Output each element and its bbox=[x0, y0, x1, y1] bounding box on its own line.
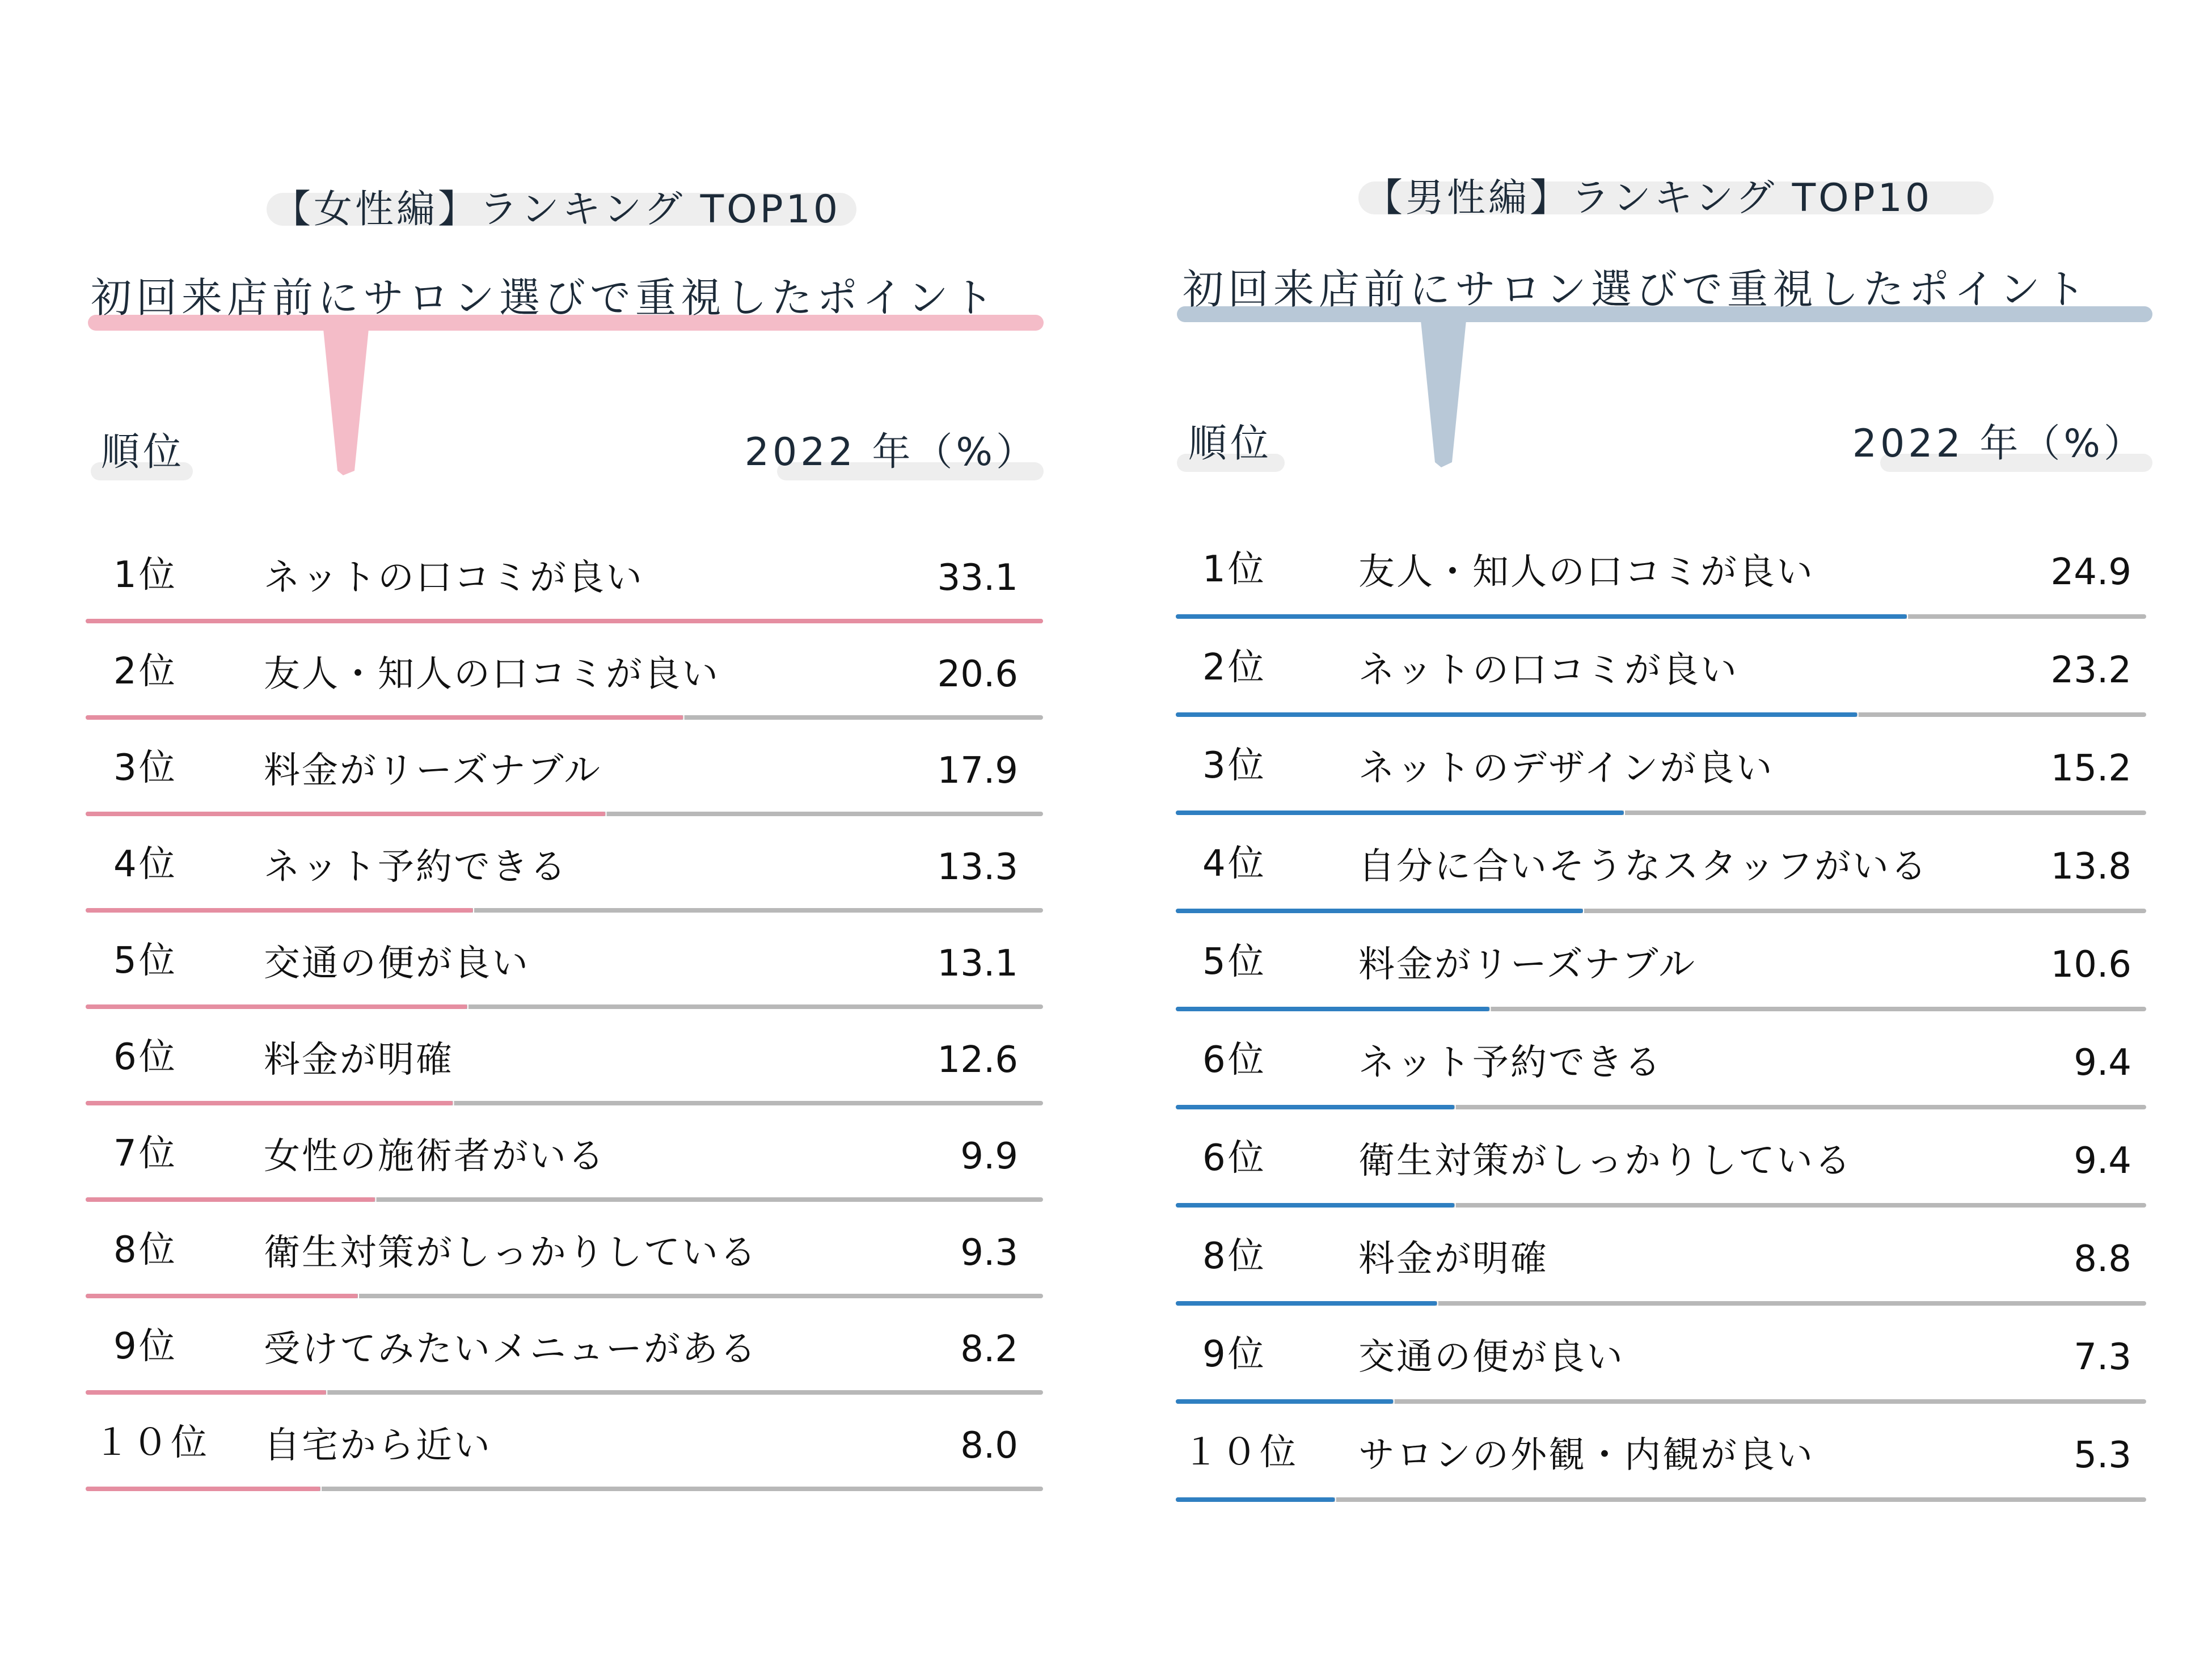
male-rank-9: 9位 bbox=[1202, 1333, 1267, 1375]
male-value-10: 5.3 bbox=[2074, 1434, 2131, 1476]
male-value-1: 24.9 bbox=[2050, 551, 2131, 593]
female-label-5: 交通の便が良い bbox=[264, 943, 530, 985]
female-label-6: 料金が明確 bbox=[264, 1039, 454, 1081]
female-rank-4: 4位 bbox=[113, 843, 178, 885]
female-rank-2: 2位 bbox=[113, 651, 178, 693]
male-label-2: ネットの口コミが良い bbox=[1358, 649, 1738, 691]
male-value-3: 15.2 bbox=[2050, 748, 2131, 790]
male-value-2: 23.2 bbox=[2050, 649, 2131, 691]
male-value-7: 9.4 bbox=[2074, 1140, 2131, 1182]
female-value-9: 8.2 bbox=[960, 1328, 1018, 1370]
male-rank-7: 6位 bbox=[1202, 1137, 1267, 1179]
female-ranking-chart bbox=[85, 0, 1049, 1659]
male-label-7: 衛生対策がしっかりしている bbox=[1358, 1140, 1852, 1182]
female-value-7: 9.9 bbox=[960, 1135, 1018, 1177]
female-value-3: 17.9 bbox=[937, 750, 1018, 792]
female-value-5: 13.1 bbox=[937, 943, 1018, 985]
male-rank-4: 4位 bbox=[1202, 843, 1267, 885]
female-rank-9: 9位 bbox=[113, 1325, 178, 1367]
male-label-4: 自分に合いそうなスタッフがいる bbox=[1358, 846, 1928, 888]
female-rank-header: 順位 bbox=[101, 430, 185, 475]
female-ranking-panel bbox=[85, 0, 1049, 1659]
female-label-4: ネット予約できる bbox=[264, 846, 568, 888]
male-label-3: ネットのデザインが良い bbox=[1358, 748, 1774, 790]
male-rank-1: 1位 bbox=[1202, 548, 1267, 590]
male-label-5: 料金がリーズナブル bbox=[1358, 944, 1696, 986]
male-subtitle: 初回来店前にサロン選びで重視したポイント bbox=[1183, 265, 2091, 313]
female-value-4: 13.3 bbox=[937, 846, 1018, 888]
male-rank-header: 順位 bbox=[1188, 421, 1273, 466]
male-label-10: サロンの外観・内観が良い bbox=[1358, 1434, 1814, 1476]
male-value-8: 8.8 bbox=[2074, 1238, 2131, 1280]
male-value-9: 7.3 bbox=[2074, 1336, 2131, 1378]
male-rank-3: 3位 bbox=[1202, 745, 1267, 787]
male-label-1: 友人・知人の口コミが良い bbox=[1358, 551, 1814, 593]
female-label-3: 料金がリーズナブル bbox=[264, 750, 602, 792]
male-rank-6: 6位 bbox=[1202, 1039, 1267, 1081]
male-value-5: 10.6 bbox=[2050, 944, 2131, 986]
male-value-header: 2022 年（%） bbox=[1852, 421, 2146, 466]
male-ranking-chart bbox=[1177, 0, 2146, 1659]
female-value-8: 9.3 bbox=[960, 1232, 1018, 1274]
female-label-10: 自宅から近い bbox=[264, 1425, 492, 1467]
female-value-1: 33.1 bbox=[937, 557, 1018, 599]
female-value-header: 2022 年（%） bbox=[744, 430, 1038, 475]
female-label-8: 衛生対策がしっかりしている bbox=[264, 1232, 758, 1274]
male-value-6: 9.4 bbox=[2074, 1042, 2131, 1084]
male-label-9: 交通の便が良い bbox=[1358, 1336, 1624, 1378]
male-rank-2: 2位 bbox=[1202, 647, 1267, 689]
male-title: 【男性編】ランキング TOP10 bbox=[1364, 176, 1933, 221]
female-value-2: 20.6 bbox=[937, 653, 1018, 695]
female-value-10: 8.0 bbox=[960, 1425, 1018, 1467]
female-rank-10: １０位 bbox=[94, 1422, 209, 1464]
male-ranking-panel bbox=[1177, 0, 2146, 1659]
female-label-9: 受けてみたいメニューがある bbox=[264, 1328, 758, 1370]
male-pointer bbox=[1421, 320, 1466, 467]
male-rank-5: 5位 bbox=[1202, 941, 1267, 983]
female-rank-7: 7位 bbox=[113, 1133, 178, 1175]
female-label-7: 女性の施術者がいる bbox=[264, 1135, 606, 1177]
male-label-6: ネット予約できる bbox=[1358, 1042, 1662, 1084]
female-pointer bbox=[323, 329, 369, 475]
female-rank-3: 3位 bbox=[113, 747, 178, 789]
female-label-2: 友人・知人の口コミが良い bbox=[264, 653, 720, 695]
female-rank-6: 6位 bbox=[113, 1036, 178, 1078]
male-label-8: 料金が明確 bbox=[1358, 1238, 1548, 1280]
female-rank-8: 8位 bbox=[113, 1229, 178, 1271]
male-rank-10: １０位 bbox=[1183, 1432, 1298, 1474]
female-label-1: ネットの口コミが良い bbox=[264, 557, 644, 599]
female-rank-5: 5位 bbox=[113, 940, 178, 982]
female-value-6: 12.6 bbox=[937, 1039, 1018, 1081]
female-title: 【女性編】ランキング TOP10 bbox=[272, 187, 841, 232]
male-rank-8: 8位 bbox=[1202, 1235, 1267, 1277]
male-value-4: 13.8 bbox=[2050, 846, 2131, 888]
female-subtitle: 初回来店前にサロン選びで重視したポイント bbox=[91, 274, 999, 322]
female-rank-1: 1位 bbox=[113, 554, 178, 596]
